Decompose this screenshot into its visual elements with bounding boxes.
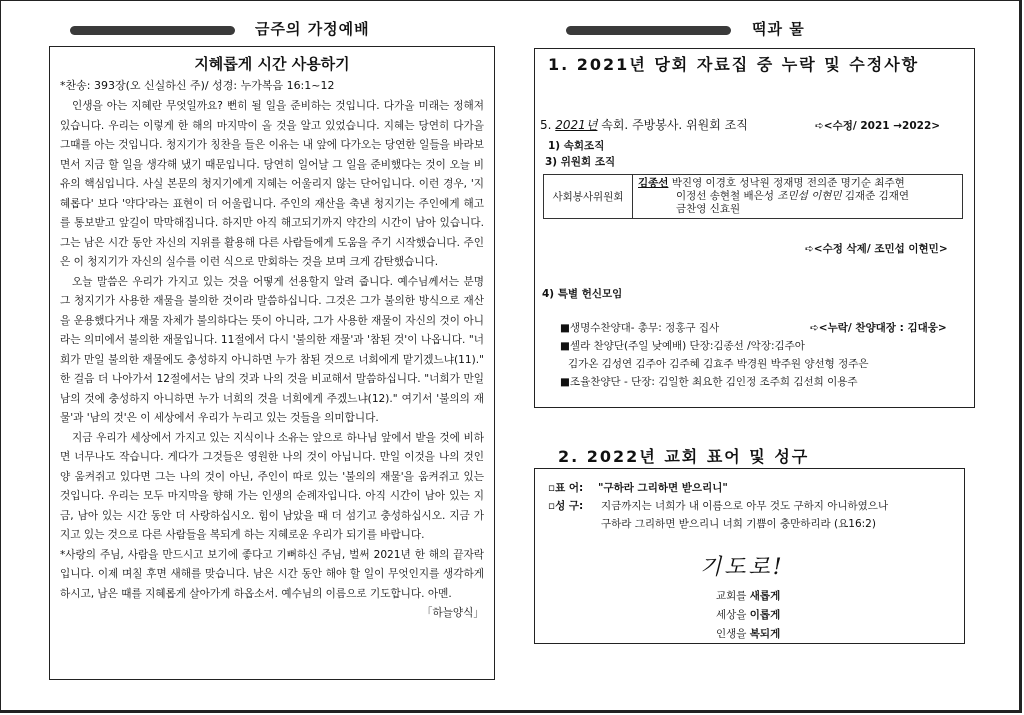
- prayer-line-3: 인생을 복되게: [716, 628, 781, 640]
- prayer-title: 기도로!: [700, 555, 785, 580]
- choir-3: ■조율찬양단 - 단장: 김일한 최요한 김인정 조주희 김선희 이용주: [560, 376, 858, 388]
- left-header-bar: [70, 26, 235, 35]
- section1-title: 1. 2021년 당회 자료집 중 누락 및 수정사항: [548, 55, 920, 74]
- article-source: 「하늘양식」: [421, 607, 484, 619]
- choir-1: ■생명수찬양대- 총무: 정홍구 집사: [560, 322, 720, 334]
- deletion-note: ➪<수정 삭제/ 조민섭 이현민>: [805, 243, 948, 255]
- sub-4: 4) 특별 헌신모임: [542, 288, 623, 300]
- verse-line-2: 구하라 그리하면 받으리니 너희 기쁨이 충만하리라 (요16:2): [601, 518, 876, 530]
- motto: "구하라 그리하면 받으리니": [598, 482, 728, 494]
- article-prayer: *사랑의 주님, 사람을 만드시고 보기에 좋다고 기뻐하신 주님, 벌써 2021년 한 해의 끝자락입니다. 이제 며칠 후면 새해를 맞습니다. 남은 시간 동안 해야 할 일이 무엇인지를 생각하게 하시고, 남은 때를 지혜롭게 살아가게 하옵소서. 예수님의 이름으로 기도합니다. 아멘. 「하늘양식」: [60, 546, 484, 605]
- family-worship-article: [49, 46, 495, 680]
- article-title: 지혜롭게 시간 사용하기: [194, 55, 350, 73]
- deleted-members: 조민섭 이현민: [777, 190, 842, 202]
- item5-year: 2021년: [555, 118, 598, 132]
- right-header-bar: [566, 26, 731, 35]
- section2-title: 2. 2022년 교회 표어 및 성구: [558, 447, 810, 466]
- committee-name: 사회봉사위원회: [544, 175, 633, 219]
- article-subtitle: *찬송: 393장(오 신실하신 주)/ 성경: 누가복음 16:1~12: [60, 79, 335, 92]
- prayer-line-1: 교회를 새롭게: [716, 590, 781, 602]
- item5-revision-note: ➪<수정/ 2021 →2022>: [815, 120, 941, 132]
- left-header: 금주의 가정예배: [255, 20, 370, 38]
- committee-leader: 김종선: [638, 177, 669, 189]
- article-paragraph: 지금 우리가 세상에서 가지고 있는 지식이나 소유는 앞으로 하나님 앞에서 받을 것에 비하면 너무나도 작습니다. 게다가 그것들은 영원한 나의 것이 아닙니다. 만일 이것을 나의 것인 양 움켜쥐고 있다면 그는 나의 것이 아닌, 주인이 따로 있는 '불의의 재물'을 움켜쥐고 있는 것입니다. 우리는 모두 마지막을 향해 가는 인생의 순례자입니다. 아직 시간이 남아 있는 지금, 남아 있는 시간 동안 더 사랑하십시오. 힘이 남았을 때 더 섬기고 충성하십시오. 지금 가지고 있는 것으로 다른 사람들을 복되게 하는 지혜로운 우리가 되기를 바랍니다.: [60, 431, 484, 541]
- item5-line: 5. 2021년 속회. 주방봉사. 위원회 조직: [540, 118, 748, 132]
- committee-members: 김종선 박진영 이경호 성낙원 정재명 전의준 명기순 최주현 이정선 송현철 배은성 조민섭 이현민 김재준 김재연 금찬영 신효원: [633, 175, 963, 219]
- prayer-line-2: 세상을 이롭게: [716, 609, 781, 621]
- choir-2: ■셀라 찬양단(주일 낮예배) 단장:김종선 /악장:김주아: [560, 340, 805, 352]
- section1-box: [534, 48, 975, 408]
- right-header: 떡과 물: [752, 20, 805, 38]
- motto-label: ▫표 어:: [548, 482, 584, 494]
- article-paragraph: 인생을 아는 지혜란 무엇일까요? 뻔히 될 일을 준비하는 것입니다. 다가올 미래는 정해져 있습니다. 우리는 이렇게 한 해의 마지막이 올 것을 알고 있었습니다. 지혜는 당연히 다가올 그때를 아는 것입니다. 청지기가 칭찬을 들은 이유는 내 앞에 다가오는 당연한 일들을 바라보면서 지금 할 일을 생각해 냈기 때문입니다. 당연히 일어날 그 일을 준비했다는 것이 오늘 비유의 핵심입니다. 사실 본문의 청지기에게 지혜는 어울리지 않는 단어입니다. 이런 경우, '지혜롭다' 보다 '약다'라는 표현이 더 어울립니다. 주인의 재산을 축낸 청지기는 주인에게 해고를 통보받고 앞길이 막막해집니다. 하지만 아직 해고되기까지 약간의 시간이 남아 있습니다. 그는 남은 시간 동안 자신의 지위를 활용해 다른 사람들에게 도움을 주기 시작했습니다. 주인은 이 청지기가 자신의 실수를 이런 식으로 만회하는 것을 보며 크게 감탄했습니다.: [60, 100, 484, 268]
- committee-table: [543, 174, 963, 219]
- choir-1-note: ➪<누락/ 찬양대장 : 김대웅>: [810, 322, 947, 334]
- article-body: [60, 97, 484, 619]
- verse-label: ▫성 구:: [548, 500, 584, 512]
- verse-line-1: 지금까지는 너희가 내 이름으로 아무 것도 구하지 아니하였으나: [601, 500, 889, 512]
- article-paragraph: 오늘 말씀은 우리가 가지고 있는 것을 어떻게 선용할지 알려 줍니다. 예수님께서는 분명 그 청지기가 사용한 재물을 불의한 것이라 말씀하십니다. 그것은 그가 불의한 방식으로 재산을 운용했다거나 재물 자체가 불의하다는 뜻이 아니라, 그가 사용한 재물이 자신의 것이 아니라는 의미에서 불의한 재물입니다. 11절에서 다시 '불의한 재물'과 '참된 것'이 나옵니다. "너희가 만일 불의한 재물에도 충성하지 아니하면 누가 참된 것으로 너희에게 맡기겠느냐(11)." 한 걸음 더 나아가서 12절에서는 남의 것과 나의 것을 비교해서 말씀하십니다. "너희가 만일 남의 것에 충성하지 아니하면 누가 너희의 것을 너희에게 주겠느냐(12)." 여기서 '불의의 재물'과 '남의 것'은 이 세상에서 우리가 누리고 있는 것들을 의미합니다.: [60, 275, 484, 424]
- sub-3: 3) 위원회 조직: [545, 156, 616, 168]
- choir-2-members: 김가온 김성연 김주아 김주혜 김효주 박경원 박주원 양선형 정주은: [568, 358, 869, 370]
- sub-1: 1) 속회조직: [548, 140, 605, 152]
